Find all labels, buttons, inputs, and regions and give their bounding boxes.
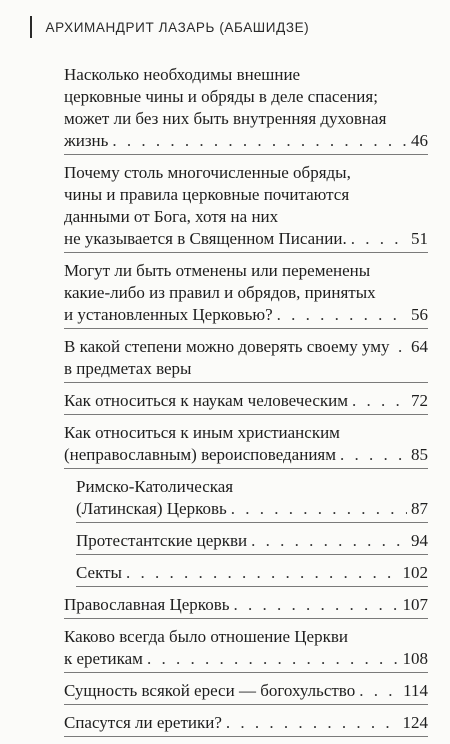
toc-entry [76,530,428,555]
page-number: 102 [402,563,428,582]
toc-entry-title: к еретикам [64,649,143,668]
toc-entry-last-line [64,336,428,380]
page-number: 64 [411,337,428,356]
toc-entry-last-line [64,304,428,326]
toc-entry-line: Римско-Католическая [76,477,234,496]
toc-entry [64,680,428,705]
dot-leader [231,498,407,520]
dot-leader [226,712,399,734]
toc-entry [64,422,428,469]
toc-entry-title: (неправославным) вероисповеданиям [64,445,336,464]
dot-leader [398,336,407,358]
toc-entry-line: Почему столь многочисленные обряды, [64,163,351,182]
dot-leader [351,228,407,250]
dot-leader [352,390,407,412]
toc-entry-line: Как относиться к иным христианским [64,423,340,442]
dot-leader [233,594,398,616]
toc-entry-line: Могут ли быть отменены или переменены [64,261,371,280]
page-number: 108 [402,649,428,668]
dot-leader [359,680,399,702]
toc-entry-title: Сущность всякой ереси — богохульство [64,681,356,700]
dot-leader [147,648,399,670]
dot-leader [277,304,407,326]
toc-entry-last-line [76,530,428,552]
page-number: 56 [411,305,428,324]
toc-entry-title: Как относиться к наукам человеческим [64,391,348,410]
toc-entry [64,260,428,329]
page-number: 72 [411,391,428,410]
toc-entry [64,64,428,155]
page-number: 94 [411,531,428,550]
dot-leader [340,444,407,466]
toc-entry-line: чины и правила церковные почитаются [64,185,350,204]
toc-entry-last-line [64,648,428,670]
toc-entry-title: Секты [76,563,122,582]
page-number: 87 [411,499,428,518]
page-number: 114 [403,681,428,700]
running-header [30,14,430,40]
toc-entry-title: Протестантские церкви [76,531,248,550]
toc-entry-last-line [64,228,428,250]
toc-entry-line: Каково всегда было отношение Церкви [64,627,348,646]
toc-entry-last-line [64,680,428,702]
toc-entry-last-line [64,594,428,616]
toc-entry [64,336,428,383]
dot-leader [112,130,407,152]
header-rule [30,16,32,38]
page-number: 124 [402,713,428,732]
toc-entry [64,626,428,673]
toc-entry-title: В какой степени можно доверять своему уму в предметах веры [64,337,390,378]
toc-entry-last-line [64,130,428,152]
toc-entry-title: не указывается в Священном Писании. [64,229,347,248]
toc-entry-title: Православная Церковь [64,595,230,614]
toc-entry [76,562,428,587]
page-number: 85 [411,445,428,464]
page-number: 107 [402,595,428,614]
toc-entry-last-line [64,712,428,734]
toc-entry-line: может ли без них быть внутренняя духовная [64,109,387,128]
toc-entry-line: данными от Бога, хотя на них [64,207,279,226]
toc-entry [64,594,428,619]
toc-entry-title: (Латинская) Церковь [76,499,227,518]
page-number: 46 [411,131,428,150]
page-number: 51 [411,229,428,248]
toc-entry-last-line [64,444,428,466]
toc-entry-last-line [76,562,428,584]
toc-entry-title: жизнь [64,131,109,150]
toc-entry [64,162,428,253]
toc-entry-title: и установленных Церковью? [64,305,273,324]
toc-entry-last-line [64,390,428,412]
toc-entry-line: церковные чины и обряды в деле спасения; [64,87,378,106]
header-author: АРХИМАНДРИТ ЛАЗАРЬ (АБАШИДЗЕ) [45,19,310,35]
toc-entry [64,712,428,737]
table-of-contents [64,64,428,744]
toc-entry [76,476,428,523]
toc-entry-line: Насколько необходимы внешние [64,65,301,84]
dot-leader [126,562,399,584]
toc-entry-title: Спасутся ли еретики? [64,713,222,732]
toc-entry-last-line [76,498,428,520]
toc-entry [64,390,428,415]
dot-leader [251,530,407,552]
toc-entry-line: какие-либо из правил и обрядов, принятых [64,283,376,302]
